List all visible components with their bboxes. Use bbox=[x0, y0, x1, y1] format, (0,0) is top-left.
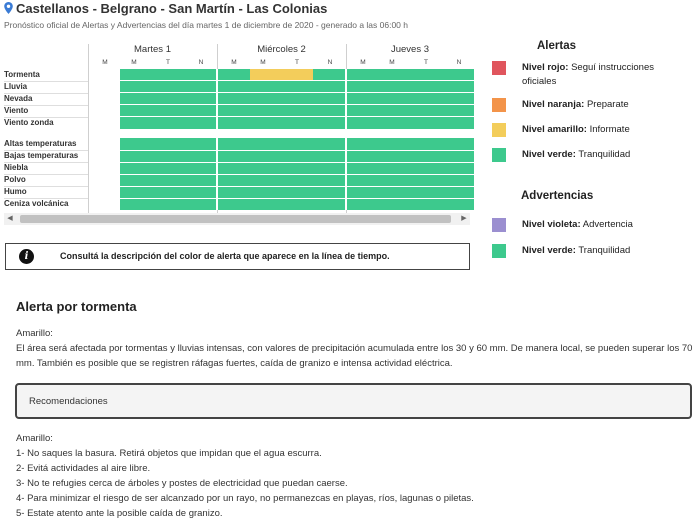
row-label-viento: Viento bbox=[4, 106, 29, 115]
legend-text: Nivel rojo: Seguí instrucciones oficiales bbox=[522, 62, 655, 87]
tormenta-yellow-alert bbox=[250, 69, 313, 80]
legend-item-verde-advertencia bbox=[492, 244, 688, 259]
swatch-green bbox=[492, 148, 506, 162]
timeline-slots bbox=[88, 59, 474, 69]
row-divider bbox=[4, 117, 88, 118]
swatch-violet bbox=[492, 218, 506, 232]
legend-item-verde bbox=[492, 148, 688, 163]
row-divider bbox=[4, 105, 88, 106]
day-header: Jueves 3 bbox=[390, 44, 430, 55]
row-divider bbox=[4, 186, 88, 187]
row-label-nevada: Nevada bbox=[4, 94, 33, 103]
row-divider bbox=[4, 150, 88, 151]
row-divider bbox=[4, 81, 88, 82]
day-divider bbox=[88, 44, 89, 214]
timeline-scrollbar[interactable] bbox=[4, 213, 470, 225]
row-label-bajas-temperaturas: Bajas temperaturas bbox=[4, 151, 79, 160]
legend-warnings-title: Advertencias bbox=[521, 190, 594, 202]
slot-label: N bbox=[327, 59, 333, 66]
list-item: 2- Evitá actividades al aire libre. bbox=[16, 463, 151, 474]
row-label-ceniza-volcanica: Ceniza volcánica bbox=[4, 199, 69, 208]
swatch-orange bbox=[492, 98, 506, 112]
forecast-subtitle: Pronóstico oficial de Alertas y Advertencias del día martes 1 de diciembre de 2020 - generado a las 06:00 h bbox=[4, 20, 408, 30]
row-label-tormenta: Tormenta bbox=[4, 70, 40, 79]
recommendations-toggle[interactable] bbox=[15, 383, 692, 419]
cell-divider bbox=[120, 186, 474, 187]
recommendations-list bbox=[16, 431, 476, 521]
list-item: 5- Estate atento ante la posible caída de granizo. bbox=[16, 508, 223, 519]
day-gap bbox=[216, 69, 218, 210]
slot-label: M bbox=[360, 59, 366, 66]
legend-text: Nivel amarillo: Informate bbox=[522, 124, 630, 135]
slot-label: M bbox=[102, 59, 108, 66]
row-label-polvo: Polvo bbox=[4, 175, 26, 184]
legend-item-amarillo bbox=[492, 123, 688, 138]
page-title bbox=[4, 1, 327, 16]
legend-text: Nivel verde: Tranquilidad bbox=[522, 149, 631, 160]
slot-label: T bbox=[424, 59, 428, 66]
slot-label: T bbox=[166, 59, 170, 66]
row-divider bbox=[4, 162, 88, 163]
legend-text: Nivel violeta: Advertencia bbox=[522, 219, 633, 230]
row-label-lluvia: Lluvia bbox=[4, 82, 28, 91]
cell-divider bbox=[120, 150, 474, 151]
swatch-yellow bbox=[492, 123, 506, 137]
legend-text: Nivel naranja: Preparate bbox=[522, 99, 629, 110]
page-title-text: Castellanos - Belgrano - San Martín - Las Colonias bbox=[16, 1, 328, 16]
scroll-left-arrow-icon[interactable]: ◀ bbox=[7, 215, 13, 222]
swatch-red bbox=[492, 61, 506, 75]
row-divider bbox=[4, 198, 88, 199]
slot-label: M bbox=[131, 59, 137, 66]
day-gap bbox=[345, 69, 347, 210]
alert-level-label: Amarillo: bbox=[16, 328, 53, 339]
cell-divider bbox=[120, 198, 474, 199]
alert-title: Alerta por tormenta bbox=[16, 299, 137, 314]
row-label-viento-zonda: Viento zonda bbox=[4, 118, 54, 127]
slot-label: N bbox=[198, 59, 204, 66]
location-pin-icon bbox=[4, 2, 13, 14]
scroll-right-arrow-icon[interactable]: ▶ bbox=[461, 215, 467, 222]
info-text: Consultá la descripción del color de alerta que aparece en la línea de tiempo. bbox=[60, 251, 390, 261]
info-icon: i bbox=[19, 249, 34, 264]
legend-alerts-title: Alertas bbox=[537, 40, 576, 52]
legend-item-naranja bbox=[492, 98, 688, 113]
slot-label: N bbox=[456, 59, 462, 66]
slot-label: M bbox=[231, 59, 237, 66]
list-item: 1- No saques la basura. Retirá objetos que impidan que el agua escurra. bbox=[16, 448, 322, 459]
slot-label: M bbox=[389, 59, 395, 66]
day-header: Miércoles 2 bbox=[257, 44, 306, 55]
list-item: 3- No te refugies cerca de árboles y postes de electricidad que puedan caerse. bbox=[16, 478, 348, 489]
row-label-altas-temperaturas: Altas temperaturas bbox=[4, 139, 77, 148]
recommendations-label: Recomendaciones bbox=[29, 396, 108, 407]
legend-item-violeta bbox=[492, 218, 688, 233]
info-notice bbox=[5, 243, 470, 270]
day-header: Martes 1 bbox=[134, 44, 171, 55]
cell-divider bbox=[120, 104, 474, 105]
legend-item-rojo bbox=[492, 61, 688, 91]
row-label-niebla: Niebla bbox=[4, 163, 29, 172]
slot-label: T bbox=[295, 59, 299, 66]
slot-label: M bbox=[260, 59, 266, 66]
timeline-days bbox=[88, 44, 474, 57]
color-legend bbox=[490, 40, 690, 270]
swatch-green bbox=[492, 244, 506, 258]
cell-divider bbox=[120, 162, 474, 163]
cell-divider bbox=[120, 80, 474, 81]
cell-divider bbox=[120, 116, 474, 117]
scrollbar-thumb[interactable] bbox=[20, 215, 451, 223]
alert-description: El área será afectada por tormentas y lluvias intensas, con valores de precipitación acumulada entre los 30 y 60 mm. De manera local, se pueden superar los 70 mm. También es posible que se registren ráfagas fuertes, caída de granizo e intensa actividad eléctrica. bbox=[16, 343, 693, 369]
row-divider bbox=[4, 174, 88, 175]
row-divider bbox=[4, 93, 88, 94]
cell-divider bbox=[120, 92, 474, 93]
legend-text: Nivel verde: Tranquilidad bbox=[522, 245, 631, 256]
cell-divider bbox=[120, 174, 474, 175]
reco-level-label: Amarillo: bbox=[16, 433, 53, 444]
alert-timeline bbox=[4, 44, 474, 214]
list-item: 4- Para minimizar el riesgo de ser alcanzado por un rayo, no permanezcas en playas, ríos, lagunas o piletas. bbox=[16, 493, 474, 504]
row-label-humo: Humo bbox=[4, 187, 27, 196]
